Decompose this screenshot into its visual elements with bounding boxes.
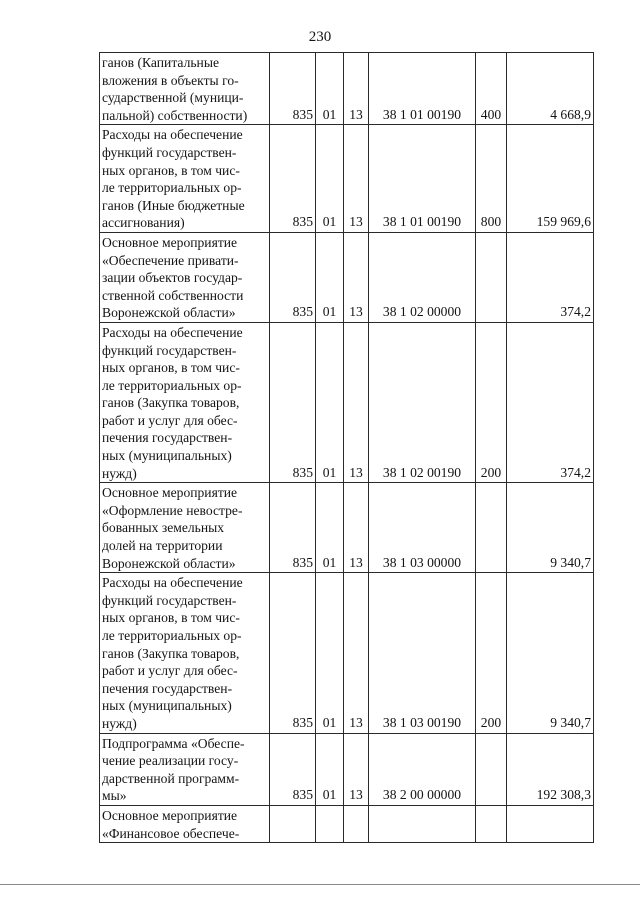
page-number: 230 — [308, 29, 332, 45]
cell-name-line: функций государствен- — [102, 342, 237, 358]
cell-name-line: работ и услуг для обес- — [102, 412, 238, 428]
table-row — [100, 573, 594, 733]
cell-pr: 13 — [344, 322, 369, 482]
cell-csr: 38 2 00 00000 — [369, 733, 476, 805]
cell-name — [100, 232, 270, 322]
table-row — [100, 322, 594, 482]
cell-pr: 13 — [344, 573, 369, 733]
cell-vr: 800 — [476, 125, 507, 233]
cell-name-line: нужд) — [102, 465, 137, 481]
cell-ved: 835 — [270, 232, 316, 322]
cell-name-line: работ и услуг для обес- — [102, 663, 238, 679]
table-row — [100, 805, 594, 842]
cell-ved: 835 — [270, 322, 316, 482]
cell-csr — [369, 805, 476, 842]
cell-name — [100, 125, 270, 233]
cell-name-line: «Оформление невостре- — [102, 502, 243, 518]
cell-pr: 13 — [344, 232, 369, 322]
table-row — [100, 125, 594, 233]
cell-name-line: ных органов, в том чис- — [102, 360, 240, 376]
cell-name-line: ассигнования) — [102, 215, 185, 231]
cell-name-line: функций государствен- — [102, 592, 237, 608]
cell-csr: 38 1 03 00000 — [369, 483, 476, 573]
cell-rz: 01 — [316, 573, 344, 733]
cell-sum — [507, 805, 594, 842]
table-row — [100, 53, 594, 125]
cell-sum: 374,2 — [507, 322, 594, 482]
cell-vr — [476, 733, 507, 805]
table-row — [100, 483, 594, 573]
cell-csr: 38 1 01 00190 — [369, 125, 476, 233]
cell-name-line: ных органов, в том чис- — [102, 162, 240, 178]
cell-name-line: нужд) — [102, 715, 137, 731]
cell-name-line: «Финансовое обеспече- — [102, 825, 240, 841]
cell-name-line: ганов (Капитальные — [102, 55, 220, 70]
cell-csr: 38 1 03 00190 — [369, 573, 476, 733]
cell-csr: 38 1 01 00190 — [369, 53, 476, 125]
cell-sum: 159 969,6 — [507, 125, 594, 233]
cell-ved: 835 — [270, 573, 316, 733]
cell-name-line: Расходы на обеспечение — [102, 127, 243, 143]
cell-ved: 835 — [270, 483, 316, 573]
cell-name-line: зации объектов государ- — [102, 270, 243, 286]
cell-name-line: ных (муниципальных) — [102, 698, 232, 714]
cell-name-line: ле территориальных ор- — [102, 377, 242, 393]
cell-vr — [476, 805, 507, 842]
cell-name — [100, 483, 270, 573]
cell-pr: 13 — [344, 733, 369, 805]
cell-name-line: бованных земельных — [102, 520, 225, 536]
cell-name-line: мы» — [102, 788, 127, 804]
cell-sum: 374,2 — [507, 232, 594, 322]
cell-name-line: печения государствен- — [102, 680, 233, 696]
cell-pr: 13 — [344, 53, 369, 125]
cell-ved: 835 — [270, 733, 316, 805]
cell-sum: 192 308,3 — [507, 733, 594, 805]
cell-name-line: ных органов, в том чис- — [102, 610, 240, 626]
cell-vr — [476, 483, 507, 573]
cell-name-line: Подпрограмма «Обеспе- — [102, 735, 245, 751]
cell-sum: 9 340,7 — [507, 483, 594, 573]
cell-name-line: ганов (Закупка товаров, — [102, 645, 240, 661]
cell-name-line: Расходы на обеспечение — [102, 324, 243, 340]
cell-name-line: печения государствен- — [102, 430, 233, 446]
cell-name-line: ных (муниципальных) — [102, 448, 232, 464]
cell-rz: 01 — [316, 733, 344, 805]
cell-sum: 4 668,9 — [507, 53, 594, 125]
cell-name-line: Основное мероприятие — [102, 485, 238, 501]
cell-vr — [476, 232, 507, 322]
cell-ved: 835 — [270, 53, 316, 125]
cell-name-line: Расходы на обеспечение — [102, 575, 243, 591]
cell-rz — [316, 805, 344, 842]
cell-rz: 01 — [316, 125, 344, 233]
cell-ved — [270, 805, 316, 842]
cell-name — [100, 733, 270, 805]
cell-name-line: функций государствен- — [102, 144, 237, 160]
cell-ved: 835 — [270, 125, 316, 233]
table-row — [100, 232, 594, 322]
cell-name-line: Основное мероприятие — [102, 234, 238, 250]
cell-name-line: сударственной (муници- — [102, 90, 244, 106]
cell-name-line: «Обеспечение привати- — [102, 252, 239, 268]
cell-csr: 38 1 02 00190 — [369, 322, 476, 482]
cell-name-line: чение реализации госу- — [102, 753, 239, 769]
budget-table — [99, 52, 594, 843]
cell-vr: 200 — [476, 573, 507, 733]
cell-csr: 38 1 02 00000 — [369, 232, 476, 322]
cell-name-line: Основное мероприятие — [102, 807, 238, 823]
cell-pr: 13 — [344, 125, 369, 233]
cell-name-line: пальной) собственности) — [102, 107, 248, 123]
cell-name-line: ственной собственности — [102, 287, 244, 303]
cell-rz: 01 — [316, 53, 344, 125]
cell-name — [100, 573, 270, 733]
cell-name — [100, 322, 270, 482]
cell-rz: 01 — [316, 483, 344, 573]
cell-name-line: ле территориальных ор- — [102, 628, 242, 643]
cell-name-line: дарственной программ- — [102, 770, 240, 786]
cell-name — [100, 53, 270, 125]
cell-name-line: ганов (Иные бюджетные — [102, 197, 245, 213]
cell-name-line: вложения в объекты го- — [102, 72, 239, 88]
cell-rz: 01 — [316, 232, 344, 322]
table-row — [100, 733, 594, 805]
cell-name-line: долей на территории — [102, 538, 223, 554]
table-body — [100, 53, 594, 843]
cell-name — [100, 805, 270, 842]
cell-pr — [344, 805, 369, 842]
cell-name-line: ле территориальных ор- — [102, 180, 242, 196]
cell-name-line: Воронежской области» — [102, 555, 236, 571]
cell-rz: 01 — [316, 322, 344, 482]
cell-vr: 200 — [476, 322, 507, 482]
page-bottom-rule — [0, 884, 640, 885]
cell-vr: 400 — [476, 53, 507, 125]
cell-pr: 13 — [344, 483, 369, 573]
cell-name-line: ганов (Закупка товаров, — [102, 395, 240, 411]
cell-sum: 9 340,7 — [507, 573, 594, 733]
cell-name-line: Воронежской области» — [102, 305, 236, 321]
